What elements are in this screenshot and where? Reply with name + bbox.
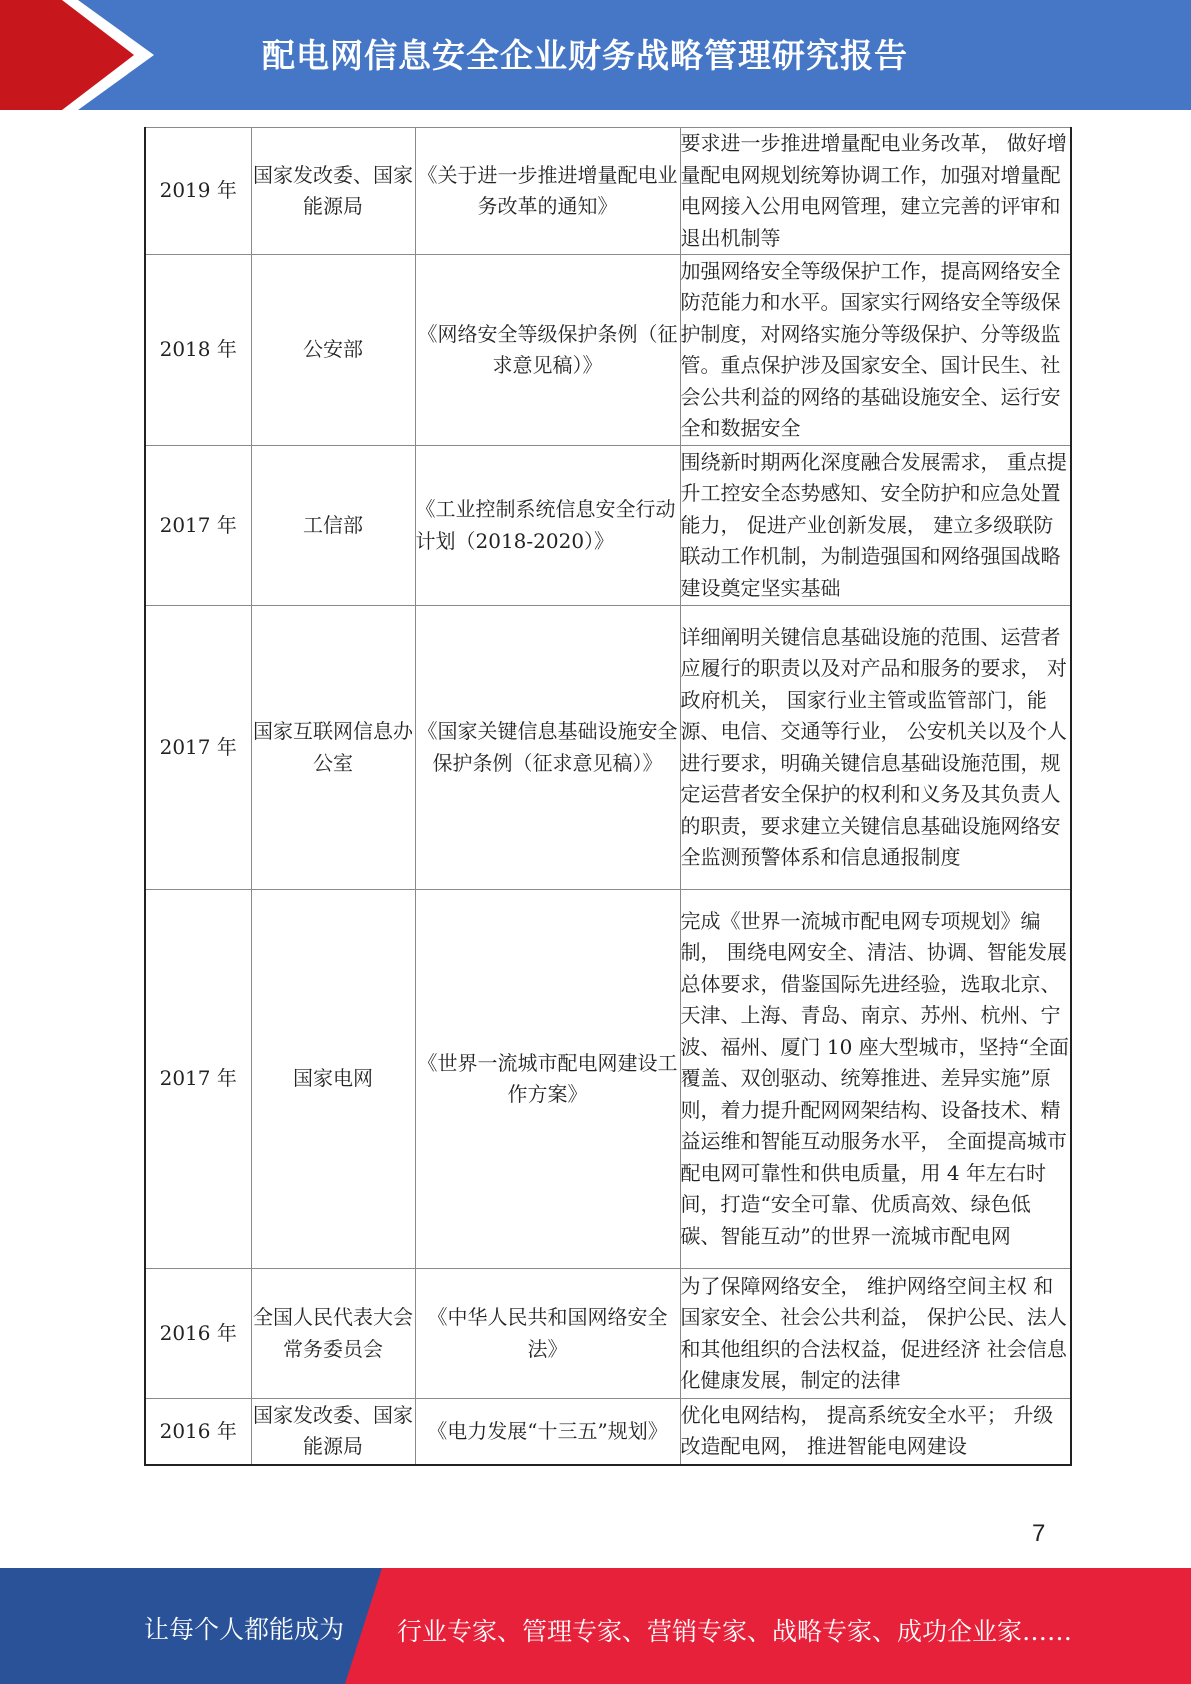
description-cell: 加强网络安全等级保护工作，提高网络安全防范能力和水平。国家实行网络安全等级保护制度，对网络实施分等级保护、分等级监管。重点保护涉及国家安全、国计民生、社会公共利益的网络的基础设施安全、运行安全和数据安全 [680, 255, 1071, 446]
document-cell: 《国家关键信息基础设施安全保护条例（征求意见稿）》 [415, 606, 680, 890]
description-cell: 围绕新时期两化深度融合发展需求， 重点提升工控安全态势感知、安全防护和应急处置能力， 促进产业创新发展， 建立多级联防联动工作机制，为制造强国和网络强国战略建设奠定坚实基础 [680, 446, 1071, 606]
year-cell: 2016 年 [145, 1399, 251, 1465]
table-row [145, 890, 1071, 1269]
table-row [145, 1399, 1071, 1465]
organization-cell: 国家互联网信息办公室 [251, 606, 415, 890]
year-cell: 2017 年 [145, 446, 251, 606]
document-cell: 《世界一流城市配电网建设工作方案》 [415, 890, 680, 1269]
description-cell: 为了保障网络安全， 维护网络空间主权 和国家安全、社会公共利益， 保护公民、法人和其他组织的合法权益，促进经济 社会信息化健康发展，制定的法律 [680, 1269, 1071, 1399]
year-cell: 2016 年 [145, 1269, 251, 1399]
description-cell: 要求进一步推进增量配电业务改革， 做好增量配电网规划统筹协调工作，加强对增量配电网接入公用电网管理，建立完善的评审和退出机制等 [680, 128, 1071, 255]
year-cell: 2018 年 [145, 255, 251, 446]
table-row [145, 606, 1071, 890]
year-cell: 2017 年 [145, 890, 251, 1269]
document-cell: 《电力发展“十三五”规划》 [415, 1399, 680, 1465]
description-cell: 详细阐明关键信息基础设施的范围、运营者应履行的职责以及对产品和服务的要求， 对政府机关， 国家行业主管或监管部门，能源、电信、交通等行业， 公安机关以及个人进行要求，明确关键信息基础设施范围，规定运营者安全保护的权利和义务及其负责人的职责，要求建立关键信息基础设施网络安全监测预警体系和信息通报制度 [680, 606, 1071, 890]
policy-table [144, 127, 1072, 1466]
document-cell: 《关于进一步推进增量配电业务改革的通知》 [415, 128, 680, 255]
document-cell: 《中华人民共和国网络安全法》 [415, 1269, 680, 1399]
organization-cell: 国家发改委、国家能源局 [251, 1399, 415, 1465]
organization-cell: 全国人民代表大会常务委员会 [251, 1269, 415, 1399]
table-row [145, 1269, 1071, 1399]
table-row [145, 128, 1071, 255]
footer-slogan-left: 让每个人都能成为 [144, 1615, 345, 1644]
document-cell: 《工业控制系统信息安全行动计划（2018-2020）》 [415, 446, 680, 606]
year-cell: 2017 年 [145, 606, 251, 890]
organization-cell: 国家电网 [251, 890, 415, 1269]
table-row [145, 255, 1071, 446]
page-number: 7 [1032, 1520, 1046, 1547]
page-header [0, 0, 1191, 110]
table-row [145, 446, 1071, 606]
footer-slogan-right: 行业专家、管理专家、营销专家、战略专家、成功企业家…… [397, 1617, 1073, 1646]
header-red-arrow [0, 0, 140, 110]
description-cell: 完成《世界一流城市配电网专项规划》编制， 围绕电网安全、清洁、协调、智能发展总体要求，借鉴国际先进经验，选取北京、天津、上海、青岛、南京、苏州、杭州、宁波、福州、厦门 10 座大型城市，坚持“全面覆盖、双创驱动、统筹推进、差异实施”原则，着力提升配网网架结构、设备技术、精益运维和智能互动服务水平， 全面提高城市配电网可靠性和供电质量，用 4 年左右时间，打造“安全可靠、优质高效、绿色低碳、智能互动”的世界一流城市配电网 [680, 890, 1071, 1269]
year-cell: 2019 年 [145, 128, 251, 255]
organization-cell: 工信部 [251, 446, 415, 606]
organization-cell: 国家发改委、国家能源局 [251, 128, 415, 255]
organization-cell: 公安部 [251, 255, 415, 446]
description-cell: 优化电网结构， 提高系统安全水平； 升级改造配电网， 推进智能电网建设 [680, 1399, 1071, 1465]
document-cell: 《网络安全等级保护条例（征求意见稿）》 [415, 255, 680, 446]
report-title: 配电网信息安全企业财务战略管理研究报告 [262, 36, 908, 75]
